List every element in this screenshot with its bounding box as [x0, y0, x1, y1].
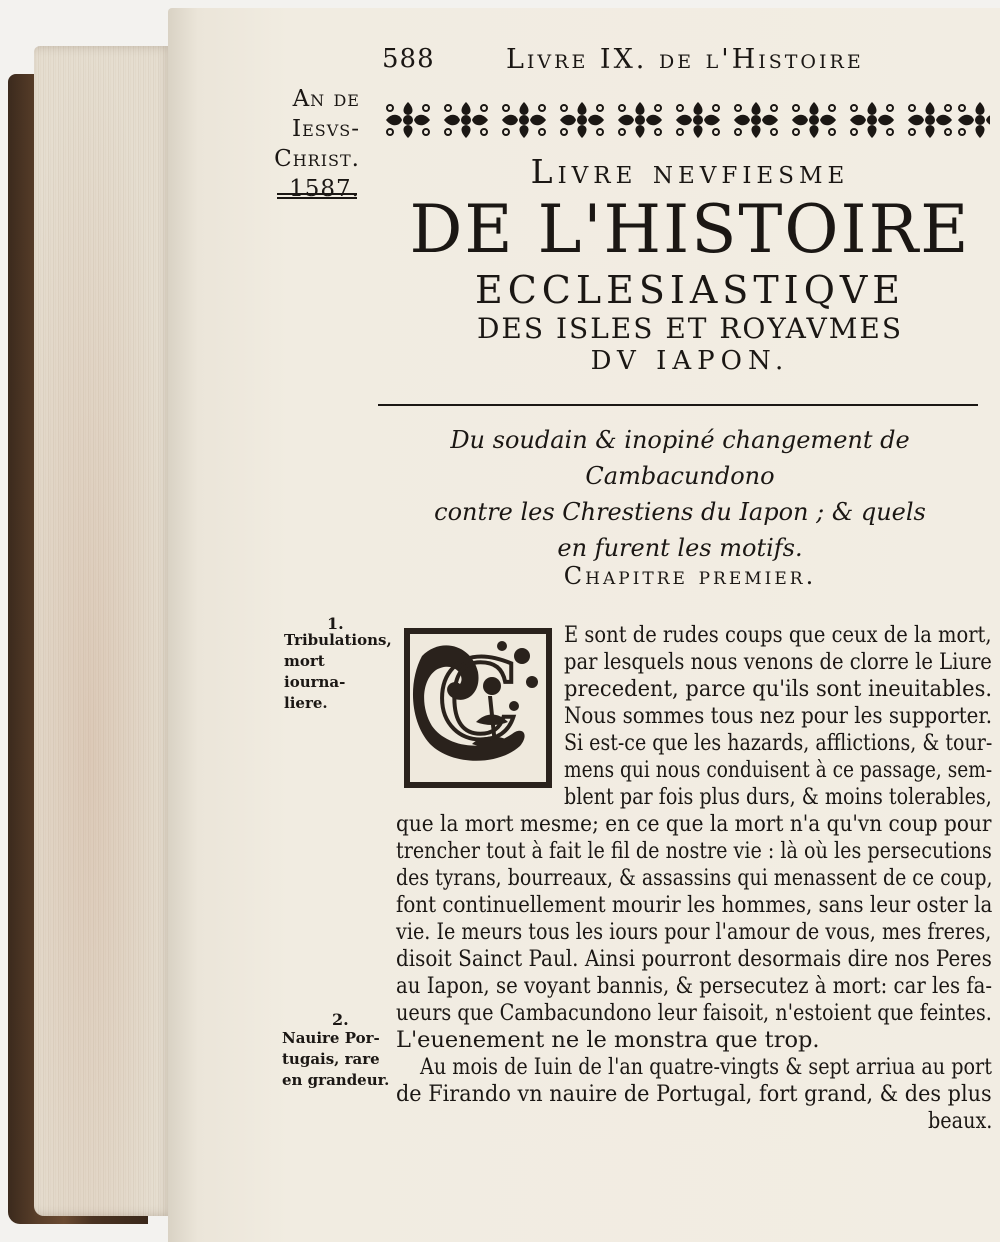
body-line: par lesquels nous venons de clorre le Liure [564, 649, 992, 675]
drop-cap-letter: C [435, 636, 521, 764]
side-note [284, 630, 390, 714]
side-note-line: tugais, rare [282, 1050, 380, 1068]
body-line: mens qui nous conduisent à ce passage, sem- [564, 757, 993, 783]
chapter-summary [380, 422, 980, 566]
body-line: Au mois de Iuin de l'an quatre-vingts & sept arriua au port [420, 1054, 992, 1080]
margin-year-line: 1587. [289, 176, 360, 202]
running-head: Livre IX. de l'Histoire [506, 44, 864, 75]
body-line: blent par fois plus durs, & moins tolerables, [564, 784, 992, 810]
margin-year-rule [277, 193, 357, 199]
body-line: precedent, parce qu'ils sont ineuitables. [564, 676, 993, 702]
body-line: vie. Ie meurs tous les iours pour l'amour de vous, mes freres, [396, 919, 992, 945]
body-line: au Iapon, se voyant bannis, & persecutez à mort: car les fa- [396, 973, 993, 999]
body-line: L'euenement ne le monstra que trop. [396, 1027, 820, 1053]
body-line: beaux. [928, 1108, 993, 1134]
side-note-line: liere. [284, 694, 328, 712]
page-number: 588 [382, 44, 435, 74]
side-note-line: Nauire Por- [282, 1029, 380, 1047]
side-note [282, 1028, 390, 1091]
margin-year-line: Christ. [274, 146, 360, 172]
title-rule [378, 404, 978, 406]
body-line: de Firando vn nauire de Portugal, fort grand, & des plus [396, 1081, 992, 1107]
title-line-5: DV IAPON. [590, 346, 790, 376]
body-line: trencher tout à fait le fil de nostre vie : là où les persecutions [396, 838, 992, 864]
body-line: disoit Sainct Paul. Ainsi pourront desormais dire nos Peres [396, 946, 992, 972]
body-line: E sont de rudes coups que ceux de la mort, [564, 622, 992, 648]
drop-cap-initial [402, 626, 554, 790]
side-note-number: 1. [327, 614, 344, 633]
body-line: Nous sommes tous nez pour les supporter. [564, 703, 993, 729]
summary-line: Du soudain & inopiné changement de Cambacundono [450, 426, 910, 490]
body-line: que la mort mesme; en ce que la mort n'a qu'vn coup pour [396, 811, 992, 837]
side-note-number: 2. [332, 1010, 349, 1029]
summary-line: en furent les motifs. [557, 534, 803, 562]
ornament-band [380, 98, 990, 142]
side-note-line: mort iourna- [284, 652, 346, 691]
chapter-heading: Chapitre premier. [563, 562, 817, 590]
side-note-line: Tribulations, [284, 631, 392, 649]
body-line: ueurs que Cambacundono leur faisoit, n'estoient que feintes. [396, 1000, 992, 1026]
title-line-1: Livre nevfiesme [530, 152, 850, 191]
title-line-2: DE L'HISTOIRE [409, 191, 971, 268]
body-line: font continuellement mourir les hommes, sans leur oster la [396, 892, 993, 918]
side-note-line: en grandeur. [282, 1071, 390, 1089]
book-fore-edge [34, 46, 174, 1216]
margin-year [250, 84, 360, 204]
body-line: des tyrans, bourreaux, & assassins qui menassent de ce coup, [396, 865, 993, 891]
title-line-4: DES ISLES ET ROYAVMES [476, 312, 904, 345]
body-line: Si est-ce que les hazards, afflictions, & tour- [564, 730, 993, 756]
margin-year-line: Iesvs- [291, 116, 360, 142]
margin-year-line: An de [292, 86, 360, 112]
title-line-3: ECCLESIASTIQVE [474, 268, 906, 312]
summary-line: contre les Chrestiens du Iapon ; & quels [434, 498, 926, 526]
